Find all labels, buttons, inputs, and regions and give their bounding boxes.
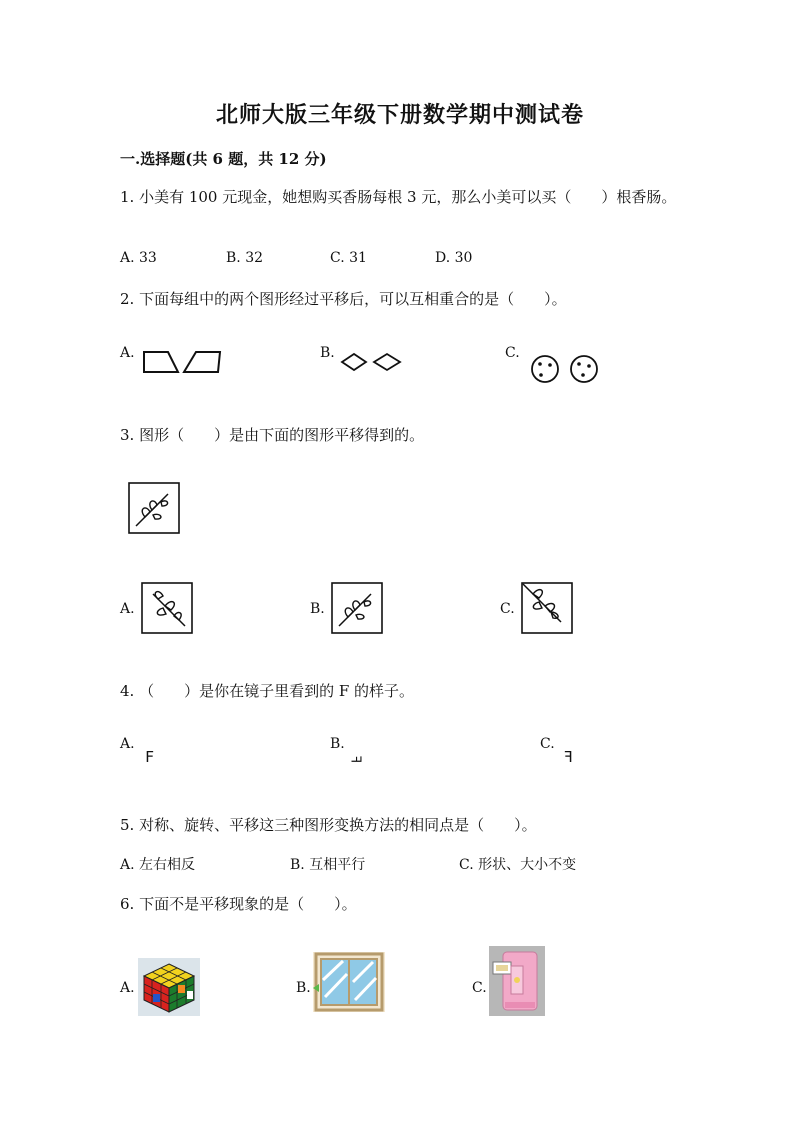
question-5: 5. 对称、旋转、平移这三种图形变换方法的相同点是（ ）。: [120, 816, 537, 834]
q6-option-b[interactable]: B.: [296, 980, 311, 996]
question-2: 2. 下面每组中的两个图形经过平移后，可以互相重合的是（ ）。: [120, 290, 567, 308]
q3-option-a[interactable]: A.: [120, 601, 135, 617]
leaf-branch-original-figure: [128, 482, 180, 534]
q4-option-b[interactable]: B.: [330, 736, 345, 752]
question-6: 6. 下面不是平移现象的是（ ）。: [120, 895, 357, 913]
q5-option-a[interactable]: A. 左右相反: [120, 857, 196, 873]
letter-f-rotated-icon: F: [347, 755, 363, 764]
q2-option-a[interactable]: A.: [120, 345, 135, 361]
leaf-branch-option-a-figure: [141, 582, 193, 634]
leaf-branch-option-c-figure: [521, 582, 573, 634]
q6-option-c[interactable]: C.: [472, 980, 487, 996]
q1-option-b[interactable]: B. 32: [226, 250, 264, 266]
q1-option-a[interactable]: A. 33: [120, 250, 157, 266]
rubiks-cube-image: [138, 958, 200, 1016]
letter-f-upright-icon: F: [145, 748, 155, 766]
q4-option-c[interactable]: C.: [540, 736, 555, 752]
letter-f-mirrored-icon: F: [564, 748, 574, 766]
question-4: 4. （ ）是你在镜子里看到的 F 的样子。: [120, 682, 415, 700]
question-1: 1. 小美有 100 元现金，她想购买香肠每根 3 元，那么小美可以买（ ）根香肠。: [120, 188, 677, 206]
dotted-circle-pair-figure: [528, 352, 608, 386]
q2-option-c[interactable]: C.: [505, 345, 520, 361]
q4-option-a[interactable]: A.: [120, 736, 135, 752]
page-title: 北师大版三年级下册数学期中测试卷: [215, 102, 584, 128]
sliding-window-image: [313, 952, 385, 1012]
q3-option-c[interactable]: C.: [500, 601, 515, 617]
parallelogram-pair-figure: [140, 348, 230, 378]
leaf-branch-option-b-figure: [331, 582, 383, 634]
toaster-image: [489, 946, 545, 1016]
q3-option-b[interactable]: B.: [310, 601, 325, 617]
q6-option-a[interactable]: A.: [120, 980, 135, 996]
q5-option-c[interactable]: C. 形状、大小不变: [459, 857, 577, 873]
q1-option-c[interactable]: C. 31: [330, 250, 367, 266]
rhombus-pair-figure: [338, 350, 408, 376]
q5-option-b[interactable]: B. 互相平行: [290, 857, 366, 873]
question-3: 3. 图形（ ）是由下面的图形平移得到的。: [120, 426, 425, 444]
q2-option-b[interactable]: B.: [320, 345, 335, 361]
section-heading: 一.选择题(共 6 题，共 12 分): [120, 150, 327, 168]
q1-option-d[interactable]: D. 30: [435, 250, 473, 266]
